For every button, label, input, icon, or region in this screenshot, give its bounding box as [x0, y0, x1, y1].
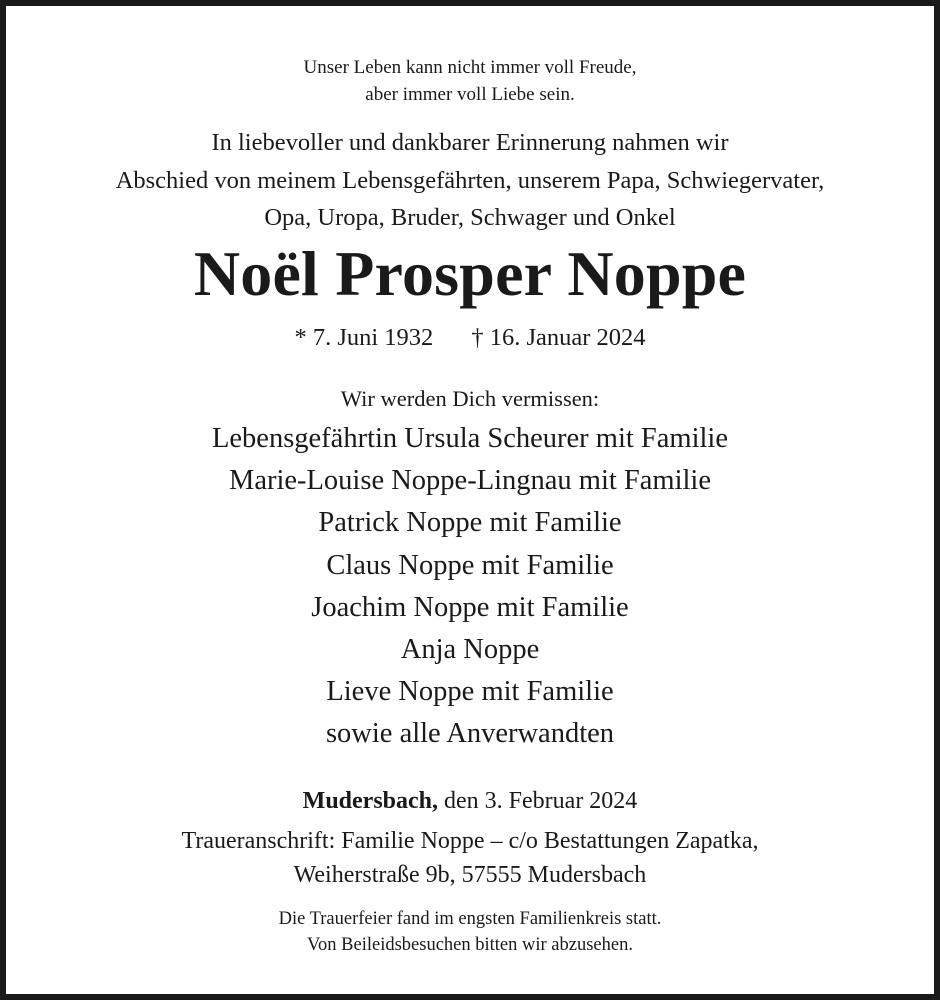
note-line: Die Trauerfeier fand im engsten Familienkreis statt. — [278, 909, 662, 929]
death-date: † 16. Januar 2024 — [471, 324, 646, 351]
miss-heading: Wir werden Dich vermissen: — [340, 386, 600, 411]
intro-line: Abschied von meinem Lebensgefährten, unserem Papa, Schwiegervater, — [115, 166, 825, 194]
birth-date: * 7. Juni 1932 — [294, 324, 434, 351]
motto — [12, 54, 928, 108]
date: den 3. Februar 2024 — [444, 788, 638, 814]
mourner: Lebensgefährtin Ursula Scheurer mit Familie — [211, 423, 728, 454]
mourning-address — [12, 824, 928, 892]
mourner: sowie alle Anverwandten — [325, 718, 615, 750]
mourner: Marie-Louise Noppe-Lingnau mit Familie — [228, 465, 711, 497]
mourner: Claus Noppe mit Familie — [326, 549, 614, 581]
deceased-name: Noël Prosper Noppe — [193, 238, 747, 309]
mourners-list — [12, 418, 928, 756]
intro-line: Opa, Uropa, Bruder, Schwager und Onkel — [264, 204, 676, 231]
motto-line: aber immer voll Liebe sein. — [365, 84, 575, 105]
mourner: Anja Noppe — [400, 634, 540, 666]
intro-line: In liebevoller und dankbarer Erinnerung nahmen wir — [211, 129, 729, 156]
mourner: Joachim Noppe mit Familie — [311, 591, 629, 623]
mourner: Patrick Noppe mit Familie — [318, 507, 622, 539]
address-line: Weiherstraße 9b, 57555 Mudersbach — [293, 862, 647, 888]
motto-line: Unser Leben kann nicht immer voll Freude, — [303, 57, 637, 78]
address-line: Traueranschrift: Familie Noppe – c/o Bestattungen Zapatka, — [181, 828, 759, 854]
note-line: Von Beileidsbesuchen bitten wir abzusehen. — [307, 935, 633, 955]
life-dates — [12, 321, 928, 355]
mourner: Lieve Noppe mit Familie — [326, 676, 614, 708]
place: Mudersbach, — [302, 788, 439, 814]
intro-text — [12, 124, 928, 237]
place-date — [12, 784, 928, 818]
funeral-note — [12, 906, 928, 958]
